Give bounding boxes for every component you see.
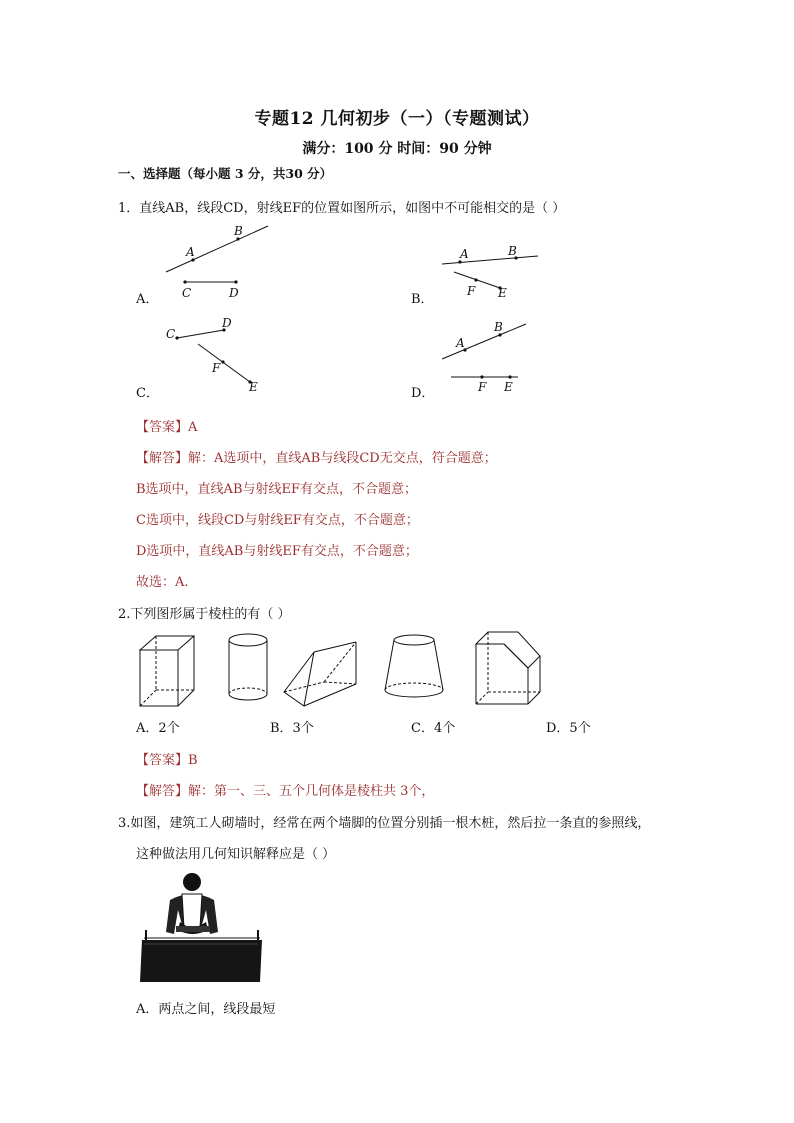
triangular-prism-shape [284, 642, 356, 706]
explanation-text: 解：第一、三、五个几何体是棱柱共 3个， [188, 784, 435, 799]
q1-option-c-label: C． [136, 386, 159, 401]
line-ab [166, 226, 268, 272]
q2-option-c: C．4个 [411, 721, 456, 736]
answer-value: A [188, 420, 198, 435]
point-f [474, 278, 477, 281]
q1-option-b-label: B． [411, 292, 434, 307]
section-heading: 一、选择题（每小题 3 分，共30 分） [118, 166, 333, 181]
point-f [221, 360, 224, 363]
pentagonal-prism-shape [476, 632, 540, 704]
line-ab [442, 324, 526, 359]
label-a: A [456, 336, 465, 350]
question-3-stem-line-1: 3.如图，建筑工人砌墙时，经常在两个墙脚的位置分别插一根木桩，然后拉一条直的参照线， [118, 816, 651, 831]
label-f: F [212, 361, 221, 375]
q2-option-b: B．3个 [270, 721, 314, 736]
line-ab [442, 256, 538, 264]
brick-wall [140, 940, 262, 982]
point-c [175, 336, 178, 339]
label-a: A [460, 247, 469, 261]
answer-value: B [188, 753, 198, 768]
page-title: 专题12 几何初步（一）（专题测试） [254, 109, 540, 129]
q1-figure-b [438, 240, 548, 310]
explanation-label: 【解答】 [136, 784, 189, 799]
point-c [183, 280, 186, 283]
score-time-info: 满分：100 分 时间：90 分钟 [302, 141, 492, 157]
q1-figure-a [160, 220, 280, 305]
q1-explanation-line-1 [136, 447, 497, 466]
label-f: F [467, 284, 476, 298]
question-3-stem-line-2: 这种做法用几何知识解释应是（ ） [136, 847, 336, 862]
q1-option-a-label: A． [136, 292, 159, 307]
q1-figure-d [438, 316, 548, 396]
label-e: E [504, 380, 513, 394]
point-e [508, 375, 511, 378]
q1-answer [136, 416, 197, 435]
point-f [480, 375, 483, 378]
segment-cd [177, 330, 224, 338]
q1-explanation-line-2: B选项中，直线AB与射线EF有交点，不合题意； [136, 482, 418, 497]
point-d [234, 280, 237, 283]
q2-explanation [136, 780, 434, 799]
q2-option-a: A．2个 [136, 721, 180, 736]
q2-solids-figure [136, 628, 556, 710]
label-f: F [478, 380, 487, 394]
explanation-text: 解：A选项中，直线AB与线段CD无交点，符合题意； [188, 451, 497, 466]
frustum-shape [385, 635, 443, 697]
q1-explanation-line-3: C选项中，线段CD与射线EF有交点，不合题意； [136, 513, 419, 528]
label-d: D [229, 286, 239, 300]
q2-option-d: D．5个 [546, 721, 591, 736]
question-2-stem: 2.下列图形属于棱柱的有（ ） [118, 607, 291, 622]
label-b: B [234, 224, 243, 238]
label-d: D [222, 316, 232, 330]
label-e: E [249, 380, 258, 394]
label-c: C [182, 286, 192, 300]
q1-option-d-label: D． [411, 386, 435, 401]
label-a: A [186, 245, 195, 259]
label-c: C [166, 327, 176, 341]
question-1-stem: 1．直线AB，线段CD，射线EF的位置如图所示，如图中不可能相交的是（ ） [118, 201, 566, 216]
q1-figure-c [160, 312, 270, 397]
answer-label: 【答案】 [136, 420, 189, 435]
cylinder-shape [229, 634, 267, 700]
label-e: E [498, 286, 507, 300]
q3-bricklayer-illustration [140, 870, 264, 984]
q2-answer [136, 749, 198, 768]
q3-option-a: A．两点之间，线段最短 [136, 1002, 276, 1017]
q1-explanation-line-5: 故选：A. [136, 575, 189, 590]
worker-figure [166, 873, 218, 934]
cuboid-shape [140, 636, 194, 706]
label-b: B [508, 244, 517, 258]
explanation-label: 【解答】 [136, 451, 189, 466]
q1-explanation-line-4: D选项中，直线AB与射线EF有交点，不合题意； [136, 544, 418, 559]
label-b: B [494, 320, 503, 334]
answer-label: 【答案】 [136, 753, 189, 768]
